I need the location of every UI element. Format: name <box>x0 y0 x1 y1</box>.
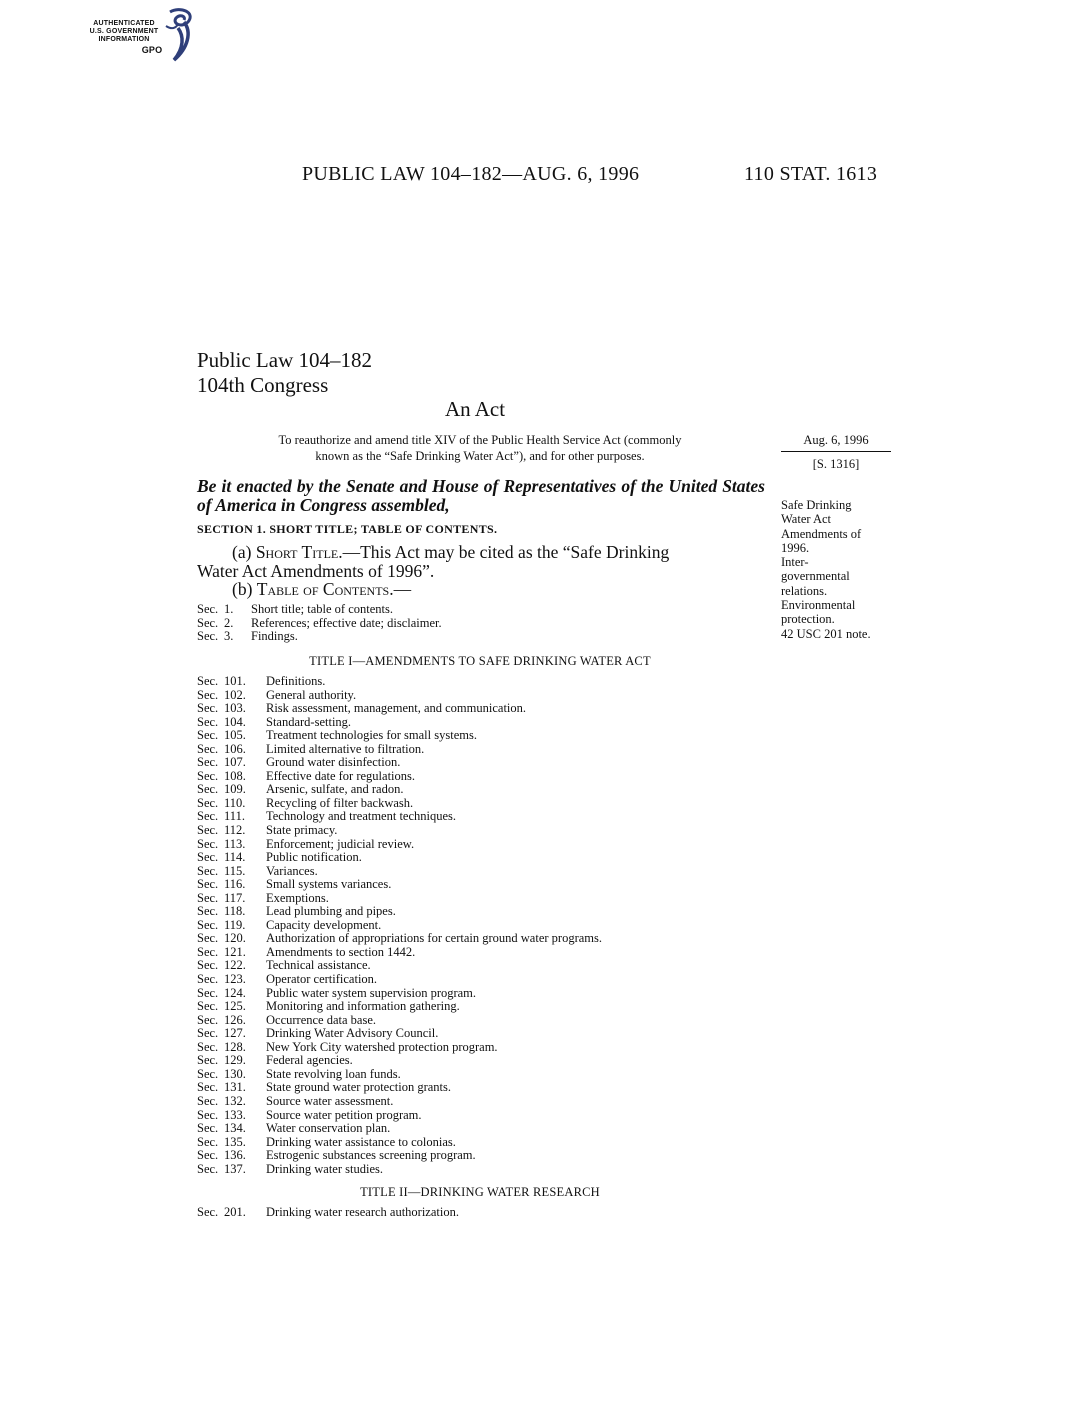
bill-number: [S. 1316] <box>812 457 860 471</box>
toc-entry <box>197 729 602 743</box>
toc-entry <box>197 1149 602 1163</box>
toc-section-title: State ground water protection grants. <box>266 1080 452 1095</box>
toc-entry <box>197 959 602 973</box>
toc-section-number: 102. <box>224 687 246 702</box>
toc-entry <box>197 603 442 617</box>
law-title-block <box>197 348 372 398</box>
margin-note: Inter- <box>781 555 809 570</box>
section-1-heading: SECTION 1. SHORT TITLE; TABLE OF CONTENTS. <box>197 522 498 536</box>
toc-entry <box>197 675 602 689</box>
toc-section-number: 130. <box>224 1066 246 1081</box>
toc-section-title: Treatment technologies for small systems. <box>266 728 477 743</box>
toc-sec-label: Sec. <box>197 615 219 630</box>
toc-sec-label: Sec. <box>197 890 219 905</box>
toc-section-title: Drinking Water Advisory Council. <box>266 1026 439 1041</box>
toc-sec-label: Sec. <box>197 1066 219 1081</box>
toc-entry <box>197 987 602 1001</box>
public-law-number: Public Law 104–182 <box>197 348 372 372</box>
toc-sec-label: Sec. <box>197 904 219 919</box>
toc-section-title: Lead plumbing and pipes. <box>266 904 396 919</box>
toc-section-number: 3. <box>224 629 234 644</box>
toc-section-number: 123. <box>224 972 246 987</box>
toc-entry <box>197 1054 602 1068</box>
paragraph-b <box>232 579 411 600</box>
paragraph-caption: Short Title <box>255 542 339 562</box>
toc-sec-label: Sec. <box>197 1093 219 1108</box>
toc-section-number: 133. <box>224 1107 246 1122</box>
toc-entry <box>197 1000 602 1014</box>
toc-entry <box>197 932 602 946</box>
toc-sec-label: Sec. <box>197 863 219 878</box>
toc-sec-label: Sec. <box>197 1039 219 1054</box>
toc-section-number: 126. <box>224 1012 246 1027</box>
toc-section-title: Effective date for regulations. <box>266 768 416 783</box>
toc-section-title: Amendments to section 1442. <box>266 944 416 959</box>
toc-sec-label: Sec. <box>197 1053 219 1068</box>
toc-sec-label: Sec. <box>197 985 219 1000</box>
toc-entry <box>197 689 602 703</box>
act-purpose <box>197 432 763 464</box>
toc-sec-label: Sec. <box>197 1205 219 1219</box>
toc-entry <box>197 946 602 960</box>
toc-sec-label: Sec. <box>197 1161 219 1176</box>
toc-section-number: 132. <box>224 1093 246 1108</box>
toc-section-number: 120. <box>224 931 246 946</box>
toc-intro-list <box>197 603 442 644</box>
paragraph-suffix: .— <box>389 579 412 599</box>
toc-section-title: Authorization of appropriations for certain ground water programs. <box>266 931 603 946</box>
toc-sec-label: Sec. <box>197 629 219 644</box>
toc-sec-label: Sec. <box>197 836 219 851</box>
toc-section-title: Enforcement; judicial review. <box>266 836 415 851</box>
toc-section-number: 136. <box>224 1148 246 1163</box>
toc-entry <box>197 716 602 730</box>
toc-entry <box>197 743 602 757</box>
toc-entry <box>197 756 602 770</box>
toc-section-number: 108. <box>224 768 246 783</box>
toc-entry <box>197 1109 602 1123</box>
toc-section-title: Source water petition program. <box>266 1107 422 1122</box>
toc-section-title: Arsenic, sulfate, and radon. <box>266 782 404 797</box>
toc-section-title: Recycling of filter backwash. <box>266 795 414 810</box>
toc-section-title: Exemptions. <box>266 890 329 905</box>
toc-section-number: 111. <box>224 809 245 824</box>
toc-sec-label: Sec. <box>197 1026 219 1041</box>
toc-section-number: 124. <box>224 985 246 1000</box>
toc-sec-label: Sec. <box>197 1107 219 1122</box>
toc-entry <box>197 851 602 865</box>
toc-section-number: 104. <box>224 714 246 729</box>
toc-section-number: 201. <box>224 1205 246 1219</box>
toc-sec-label: Sec. <box>197 795 219 810</box>
toc-entry <box>197 838 602 852</box>
margin-note: Amendments of <box>781 526 862 541</box>
title-1-heading: TITLE I—AMENDMENTS TO SAFE DRINKING WATER ACT <box>309 654 651 668</box>
toc-entry <box>197 1081 602 1095</box>
toc-sec-label: Sec. <box>197 687 219 702</box>
toc-section-title: Estrogenic substances screening program. <box>266 1148 476 1163</box>
toc-sec-label: Sec. <box>197 944 219 959</box>
toc-section-number: 114. <box>224 850 246 865</box>
purpose-line: known as the “Safe Drinking Water Act”), and for other purposes. <box>315 449 645 463</box>
toc-entry <box>197 810 602 824</box>
toc-section-title: Short title; table of contents. <box>251 602 393 616</box>
toc-sec-label: Sec. <box>197 972 219 987</box>
toc-title-1-list <box>197 675 602 1176</box>
toc-sec-label: Sec. <box>197 999 219 1014</box>
toc-section-number: 129. <box>224 1053 246 1068</box>
toc-section-number: 1. <box>224 602 234 616</box>
toc-entry <box>197 1014 602 1028</box>
toc-entry <box>197 770 602 784</box>
toc-entry <box>197 892 602 906</box>
toc-sec-label: Sec. <box>197 877 219 892</box>
toc-sec-label: Sec. <box>197 1080 219 1095</box>
toc-section-title: State revolving loan funds. <box>266 1066 401 1081</box>
toc-section-title: Drinking water assistance to colonias. <box>266 1134 456 1149</box>
toc-sec-label: Sec. <box>197 782 219 797</box>
toc-section-title: State primacy. <box>266 823 338 838</box>
eagle-icon <box>162 8 198 66</box>
toc-entry <box>197 797 602 811</box>
date-rule <box>781 451 891 452</box>
toc-section-title: Ground water disinfection. <box>266 755 401 770</box>
toc-section-number: 115. <box>224 863 246 878</box>
toc-section-title: Drinking water studies. <box>266 1161 383 1176</box>
toc-section-title: Definitions. <box>266 674 326 688</box>
toc-entry <box>197 1163 602 1177</box>
running-header-title: PUBLIC LAW 104–182—AUG. 6, 1996 <box>302 163 640 185</box>
toc-sec-label: Sec. <box>197 728 219 743</box>
sidebar-date-block <box>781 432 891 472</box>
toc-section-number: 125. <box>224 999 246 1014</box>
toc-section-title: General authority. <box>266 687 357 702</box>
toc-entry <box>197 1095 602 1109</box>
toc-entry <box>197 1027 602 1041</box>
margin-note: relations. <box>781 583 828 598</box>
toc-section-title: Occurrence data base. <box>266 1012 376 1027</box>
toc-section-title: Variances. <box>266 863 318 878</box>
toc-sec-label: Sec. <box>197 1134 219 1149</box>
toc-sec-label: Sec. <box>197 741 219 756</box>
toc-section-title: Risk assessment, management, and communication. <box>266 701 527 716</box>
toc-section-number: 128. <box>224 1039 246 1054</box>
paragraph-caption: Table of Contents <box>256 579 390 599</box>
toc-section-number: 122. <box>224 958 246 973</box>
toc-entry <box>197 878 602 892</box>
toc-section-number: 107. <box>224 755 246 770</box>
toc-section-title: Water conservation plan. <box>266 1121 391 1136</box>
toc-sec-label: Sec. <box>197 809 219 824</box>
toc-section-number: 131. <box>224 1080 246 1095</box>
toc-sec-label: Sec. <box>197 674 219 688</box>
paragraph-label: (a) <box>232 542 256 562</box>
toc-sec-label: Sec. <box>197 755 219 770</box>
toc-sec-label: Sec. <box>197 1121 219 1136</box>
toc-sec-label: Sec. <box>197 917 219 932</box>
toc-section-number: 127. <box>224 1026 246 1041</box>
toc-section-title: Technical assistance. <box>266 958 371 973</box>
toc-section-number: 2. <box>224 615 234 630</box>
paragraph-a <box>197 543 765 581</box>
congress-number: 104th Congress <box>197 373 329 397</box>
toc-section-number: 134. <box>224 1121 246 1136</box>
margin-notes <box>781 498 893 641</box>
logo-mark: GPO <box>141 45 163 55</box>
toc-section-title: Public notification. <box>266 850 362 865</box>
margin-note: governmental <box>781 569 850 584</box>
toc-section-number: 116. <box>224 877 246 892</box>
margin-note: protection. <box>781 612 835 627</box>
toc-entry <box>197 630 442 644</box>
toc-sec-label: Sec. <box>197 714 219 729</box>
margin-note: 42 USC 201 note. <box>781 626 871 641</box>
enacting-clause: Be it enacted by the Senate and House of Representatives of the United States of America in Congress assembled, <box>197 476 765 515</box>
margin-note: Water Act <box>781 512 832 527</box>
toc-section-number: 105. <box>224 728 246 743</box>
toc-entry <box>197 1041 602 1055</box>
paragraph-text: Water Act Amendments of 1996”. <box>197 561 435 581</box>
toc-sec-label: Sec. <box>197 701 219 716</box>
toc-section-number: 137. <box>224 1161 246 1176</box>
toc-sec-label: Sec. <box>197 823 219 838</box>
paragraph-label: (b) <box>232 579 257 599</box>
toc-section-title: Drinking water research authorization. <box>266 1205 459 1219</box>
toc-entry <box>197 617 442 631</box>
toc-sec-label: Sec. <box>197 850 219 865</box>
toc-section-title: Small systems variances. <box>266 877 392 892</box>
toc-section-title: Limited alternative to filtration. <box>266 741 425 756</box>
toc-section-title: Public water system supervision program. <box>266 985 477 1000</box>
toc-sec-label: Sec. <box>197 602 219 616</box>
toc-sec-label: Sec. <box>197 1148 219 1163</box>
toc-section-title: Findings. <box>251 629 298 644</box>
toc-sec-label: Sec. <box>197 931 219 946</box>
toc-sec-label: Sec. <box>197 1012 219 1027</box>
toc-entry <box>197 1122 602 1136</box>
margin-note: Safe Drinking <box>781 498 852 512</box>
toc-entry <box>197 865 602 879</box>
toc-section-number: 113. <box>224 836 246 851</box>
toc-section-number: 121. <box>224 944 246 959</box>
toc-section-number: 101. <box>224 674 246 688</box>
toc-entry <box>197 702 602 716</box>
toc-entry <box>197 783 602 797</box>
toc-entry <box>197 905 602 919</box>
toc-title-2-list <box>197 1206 459 1220</box>
toc-entry <box>197 824 602 838</box>
enactment-date: Aug. 6, 1996 <box>803 433 869 447</box>
paragraph-text: .—This Act may be cited as the “Safe Drinking <box>338 542 670 562</box>
toc-section-title: Capacity development. <box>266 917 382 932</box>
toc-section-title: Federal agencies. <box>266 1053 353 1068</box>
toc-sec-label: Sec. <box>197 958 219 973</box>
logo-text-line: U.S. GOVERNMENT <box>89 28 159 35</box>
statute-page-number: 110 STAT. 1613 <box>744 163 878 185</box>
toc-section-number: 117. <box>224 890 246 905</box>
toc-section-title: Technology and treatment techniques. <box>266 809 457 824</box>
toc-section-title: Source water assessment. <box>266 1093 394 1108</box>
gpo-authentication-logo <box>80 8 200 68</box>
margin-note: Environmental <box>781 598 856 613</box>
toc-section-number: 112. <box>224 823 246 838</box>
title-2-heading: TITLE II—DRINKING WATER RESEARCH <box>360 1185 600 1199</box>
toc-section-number: 103. <box>224 701 246 716</box>
toc-section-number: 135. <box>224 1134 246 1149</box>
toc-section-title: Operator certification. <box>266 972 378 987</box>
toc-section-title: References; effective date; disclaimer. <box>251 615 442 630</box>
toc-section-title: Monitoring and information gathering. <box>266 999 460 1014</box>
toc-section-title: New York City watershed protection program. <box>266 1039 498 1054</box>
logo-text-line: AUTHENTICATED <box>93 20 155 27</box>
toc-entry <box>197 973 602 987</box>
toc-section-number: 119. <box>224 917 246 932</box>
purpose-line: To reauthorize and amend title XIV of the Public Health Service Act (commonly <box>278 433 682 447</box>
toc-sec-label: Sec. <box>197 768 219 783</box>
toc-section-number: 110. <box>224 795 246 810</box>
toc-section-title: Standard-setting. <box>266 714 352 729</box>
margin-note: 1996. <box>781 540 810 555</box>
logo-text-line: INFORMATION <box>98 36 150 43</box>
toc-entry <box>197 919 602 933</box>
toc-section-number: 109. <box>224 782 246 797</box>
an-act-heading: An Act <box>445 397 506 421</box>
toc-entry <box>197 1136 602 1150</box>
toc-entry <box>197 1068 602 1082</box>
toc-section-number: 106. <box>224 741 246 756</box>
toc-entry <box>197 1206 459 1220</box>
toc-section-number: 118. <box>224 904 246 919</box>
